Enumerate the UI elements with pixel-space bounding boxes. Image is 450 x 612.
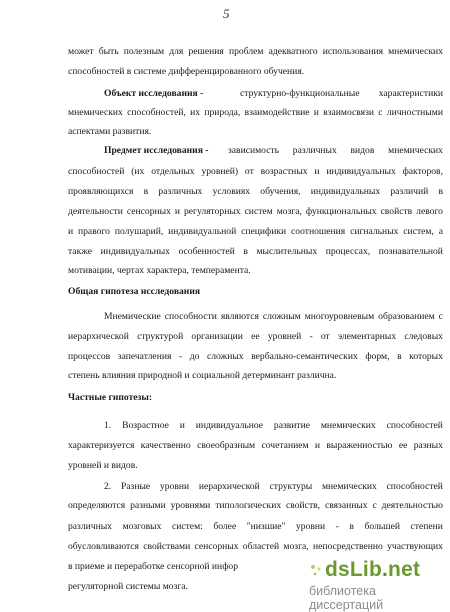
word: своеобразным [197,440,256,451]
word: процессов [68,351,111,362]
word: уровней [267,331,302,342]
word: систем, [403,226,434,237]
word: мозга, [283,541,309,552]
word: характеристики [378,88,443,99]
word: характеризуется [68,440,135,451]
word: качественно [140,440,191,451]
text-line [68,500,443,512]
word: соотношения [291,226,346,237]
word: сенсорных [194,541,239,552]
word: с [438,311,443,322]
text-line [68,440,443,452]
brand-tld: net [388,558,421,581]
text-line [68,166,443,178]
word: следовых [404,331,443,342]
word: сигнальных [350,226,399,237]
text-line: в приеме и переработке сенсорной инфор [68,561,238,572]
word: степени [410,521,443,532]
text-line [68,206,443,218]
word: деятельности [68,206,123,217]
word: от [244,166,254,177]
inline-words [228,145,443,157]
word: взаимосвязи [323,107,374,118]
word: познавательной [378,246,443,257]
word: проявляющихся [68,186,134,197]
word: определяются [68,500,126,511]
watermark-brand [325,558,420,582]
label-subject: Предмет исследования - [104,145,209,156]
word: уровни [295,521,326,532]
word: структурой [137,331,184,342]
word: с [372,500,377,511]
word: организации [191,331,243,342]
word: уровней) [201,166,239,177]
word: индивидуальных [310,186,381,197]
word: в [349,521,354,532]
page-number: 5 [223,6,230,21]
word: обучения, [260,186,301,197]
word: "низшие" [246,521,286,532]
word: Возрастное [122,420,169,431]
word: индивидуальных [100,246,170,257]
word: и [174,206,180,217]
word: процессах, [325,246,371,257]
word: а [438,226,443,237]
word: условиях [212,186,251,197]
word: вербально-семантических [251,351,358,362]
word: участвующих [387,541,443,552]
text-line [68,226,443,238]
word: и [179,420,185,431]
text-line [68,46,443,58]
text-line [68,351,443,363]
word: сложным [262,311,301,322]
word: образованием [378,311,435,322]
word: способностей [386,481,443,492]
word: свойствами [143,541,191,552]
word: свойств [380,206,413,217]
word: областей [242,541,280,552]
text-line [104,420,443,432]
word: может [68,46,94,57]
text-line [68,331,443,343]
word: (их [131,166,145,177]
word: сложных [207,351,244,362]
word: 2. [104,481,112,492]
word: быть [98,46,119,57]
brand-main: dsLib [325,558,382,581]
word: проблем [228,46,264,57]
word: типологических [215,500,282,511]
section-heading: Частные гипотезы: [68,392,153,403]
word: мнемических [320,420,376,431]
watermark [309,558,447,612]
word: деятельностью [381,500,443,511]
word: мнемических [68,107,123,118]
word: мнемических [388,46,443,57]
word: мозга, [276,206,302,217]
word: правого [78,226,110,237]
inline-words [240,88,443,100]
word: разными [130,500,166,511]
word: являются [220,311,259,322]
text-line [104,481,443,493]
word: систем [244,206,273,217]
word: - [309,331,313,342]
word: факторов, [402,166,443,177]
word: индивидуальное [195,420,264,431]
word: мозговых [122,521,162,532]
word: видов [350,145,375,156]
word: непосредственно [312,541,383,552]
word: ее [251,331,260,342]
word: личностными [386,107,443,118]
word: их [190,107,201,118]
word: особенностей [178,246,235,257]
word: адекватного [268,46,318,57]
text-line [68,521,443,533]
word: в [143,186,149,197]
word: уровни [159,481,190,492]
word: для [169,46,184,57]
brand-dot: . [382,558,389,581]
sparkle-icon [309,563,323,577]
word: которых [409,351,443,362]
word: природа, [204,107,241,118]
word: от [320,331,330,342]
text-line: аспектами развития. [68,126,152,137]
text-line [68,107,443,119]
word: взаимодействие [244,107,310,118]
word: мнемических [321,481,377,492]
text-line: степень влияния природной и социальной детерминант различна. [68,370,337,381]
word: развитие [273,420,310,431]
word: Мнемические [104,311,161,322]
text-line [104,88,443,100]
word: уровнями [170,500,211,511]
word: систем: [171,521,203,532]
label-object: Объект исследования - [104,88,204,99]
word: различных [292,145,337,156]
word: левого [416,206,443,217]
word: полезным [123,46,165,57]
word: Разные [120,481,151,492]
text-line: способностей в системе дифференцированного обучения. [68,66,305,77]
word: индивидуальной [168,226,237,237]
text-line [68,186,443,198]
word: сенсорных [126,206,171,217]
word: структуры [269,481,313,492]
word: в [243,246,248,257]
word: и [314,166,320,177]
word: структурно-функциональные [240,88,360,99]
word: ее [398,440,408,451]
word: различных [68,521,112,532]
word: иерархической [68,331,129,342]
word: и [68,226,74,237]
text-line [68,246,443,258]
word: различных [158,186,203,197]
word: иерархической [198,481,260,492]
word: - [335,521,339,532]
word: более [213,521,237,532]
word: большей [364,521,400,532]
word: и [314,440,321,451]
text-line: уровней и видов. [68,460,138,471]
word: способности [164,311,217,322]
word: многоуровневым [304,311,375,322]
word: решения [188,46,224,57]
word: мнемических [388,145,443,156]
word: способностей [68,166,125,177]
word: способностей, [127,107,186,118]
word: элементарных [337,331,397,342]
word: форм, [365,351,390,362]
word: до [189,351,200,362]
text-line [104,311,443,323]
word: мыслительных [256,246,318,257]
section-heading: Общая гипотеза исследования [68,286,201,297]
word: разных [413,440,443,451]
word: в [397,351,402,362]
word: с [378,107,383,118]
word: обусловливаются [68,541,139,552]
word: способностей [386,420,443,431]
text-line [104,145,443,157]
word: зависимость [228,145,280,156]
text-line [68,541,443,553]
text-line: регуляторной системы мозга. [68,581,188,592]
word: в [438,186,443,197]
word: также [68,246,92,257]
word: выраженностью [326,440,393,451]
word: отдельных [151,166,195,177]
word: регуляторных [183,206,241,217]
word: специфики [241,226,287,237]
text-line: мотивации, чертах характера, темперамента. [68,265,251,276]
word: и [313,107,319,118]
word: индивидуальных [326,166,396,177]
word: свойств, [286,500,321,511]
watermark-tagline: библиотека диссертаций [309,584,384,612]
word: запечатления [117,351,172,362]
word: различий [390,186,429,197]
word: функциональных [305,206,377,217]
word: полушарий, [114,226,164,237]
word: сочетанием [261,440,309,451]
word: 1. [104,420,112,431]
word: возрастных [260,166,308,177]
word: - [178,351,183,362]
word: использования [322,46,383,57]
word: связанных [324,500,368,511]
